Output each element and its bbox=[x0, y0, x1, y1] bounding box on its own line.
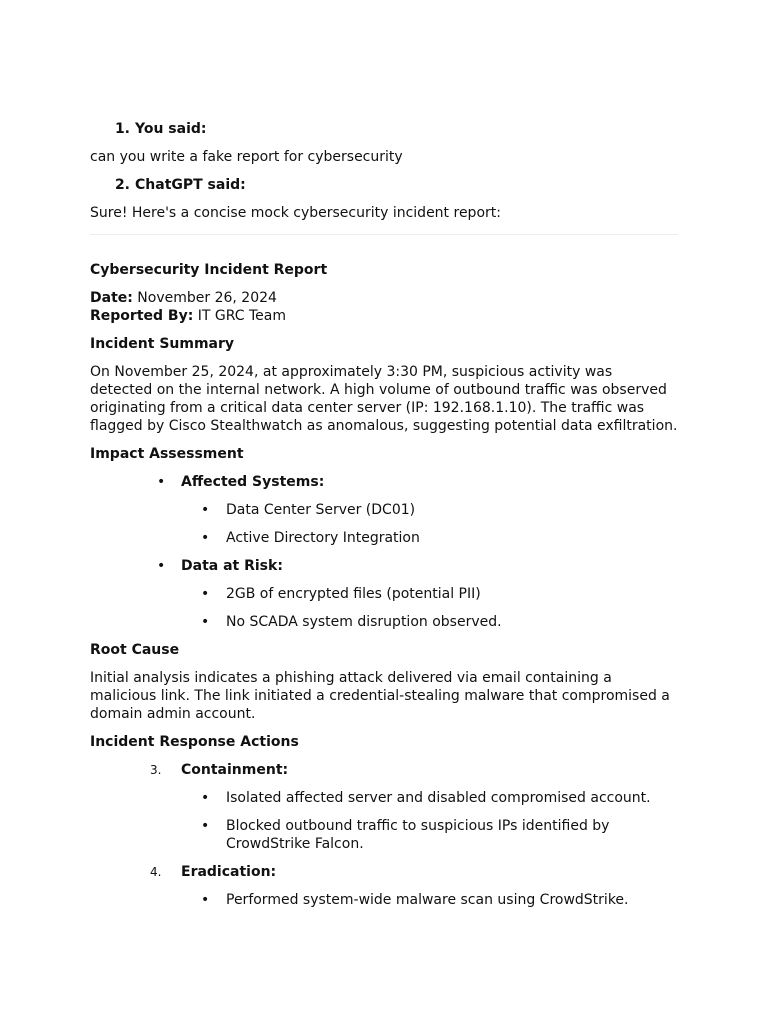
response-step-label: Containment: bbox=[181, 762, 289, 778]
list-item-text: Blocked outbound traffic to suspicious IPs identified by CrowdStrike Falcon. bbox=[226, 818, 610, 852]
impact-group-label: Affected Systems: bbox=[181, 474, 325, 490]
bullet-marker: • bbox=[201, 790, 210, 806]
list-item bbox=[90, 817, 678, 853]
list-item-text: 2GB of encrypted files (potential PII) bbox=[226, 586, 481, 602]
user-message: can you write a fake report for cybersecurity bbox=[90, 149, 403, 165]
assistant-intro: Sure! Here's a concise mock cybersecurity incident report: bbox=[90, 205, 501, 221]
turn-number: 2. bbox=[114, 177, 130, 193]
step-number: 4. bbox=[150, 865, 162, 879]
list-item bbox=[90, 863, 678, 881]
report-date bbox=[90, 289, 678, 307]
list-item-text: Performed system-wide malware scan using CrowdStrike. bbox=[226, 892, 629, 908]
bullet-marker: • bbox=[157, 558, 166, 574]
bullet-marker: • bbox=[201, 502, 210, 518]
list-item-text: Isolated affected server and disabled compromised account. bbox=[226, 790, 651, 806]
impact-group-label: Data at Risk: bbox=[181, 558, 283, 574]
list-item bbox=[90, 557, 678, 575]
root-cause-heading: Root Cause bbox=[90, 642, 180, 658]
list-item bbox=[90, 501, 678, 519]
list-item bbox=[90, 891, 678, 909]
date-label: Date: bbox=[90, 290, 133, 306]
bullet-marker: • bbox=[201, 892, 210, 908]
bullet-marker: • bbox=[201, 614, 210, 630]
reported-by-value: IT GRC Team bbox=[193, 308, 287, 324]
bullet-marker: • bbox=[201, 818, 210, 834]
speaker-label: You said: bbox=[135, 121, 207, 137]
report-title: Cybersecurity Incident Report bbox=[90, 262, 328, 278]
root-cause-text: Initial analysis indicates a phishing attack delivered via email containing a malicious link. The link initiated a credential-stealing malware that compromised a domain admin account. bbox=[90, 670, 670, 722]
bullet-marker: • bbox=[157, 474, 166, 490]
response-list bbox=[90, 761, 678, 909]
speaker-label: ChatGPT said: bbox=[135, 177, 246, 193]
list-item-text: No SCADA system disruption observed. bbox=[226, 614, 502, 630]
list-item bbox=[90, 761, 678, 779]
impact-heading: Impact Assessment bbox=[90, 446, 244, 462]
divider bbox=[90, 234, 678, 235]
bullet-marker: • bbox=[201, 586, 210, 602]
reported-by-label: Reported By: bbox=[90, 308, 194, 324]
response-step-label: Eradication: bbox=[181, 864, 277, 880]
list-item bbox=[90, 529, 678, 547]
bullet-marker: • bbox=[201, 530, 210, 546]
turn-number: 1. bbox=[114, 121, 130, 137]
list-item bbox=[90, 789, 678, 807]
turn-heading-user bbox=[90, 120, 678, 138]
turn-heading-assistant bbox=[90, 176, 678, 194]
summary-heading: Incident Summary bbox=[90, 336, 235, 352]
report-reported-by bbox=[90, 307, 678, 325]
summary-text: On November 25, 2024, at approximately 3:30 PM, suspicious activity was detected on the internal network. A high volume of outbound traffic was observed originating from a critical data center server (IP: 192.168.1.10). The traffic was flagged by Cisco Stealthwatch as anomalous, suggesting potential data exfiltration. bbox=[90, 364, 678, 434]
step-number: 3. bbox=[150, 763, 162, 777]
list-item-text: Active Directory Integration bbox=[226, 530, 420, 546]
list-item-text: Data Center Server (DC01) bbox=[226, 502, 416, 518]
impact-list bbox=[90, 473, 678, 631]
list-item bbox=[90, 585, 678, 603]
list-item bbox=[90, 613, 678, 631]
date-value: November 26, 2024 bbox=[132, 290, 277, 306]
chat-transcript bbox=[90, 120, 678, 909]
list-item bbox=[90, 473, 678, 491]
response-heading: Incident Response Actions bbox=[90, 734, 299, 750]
